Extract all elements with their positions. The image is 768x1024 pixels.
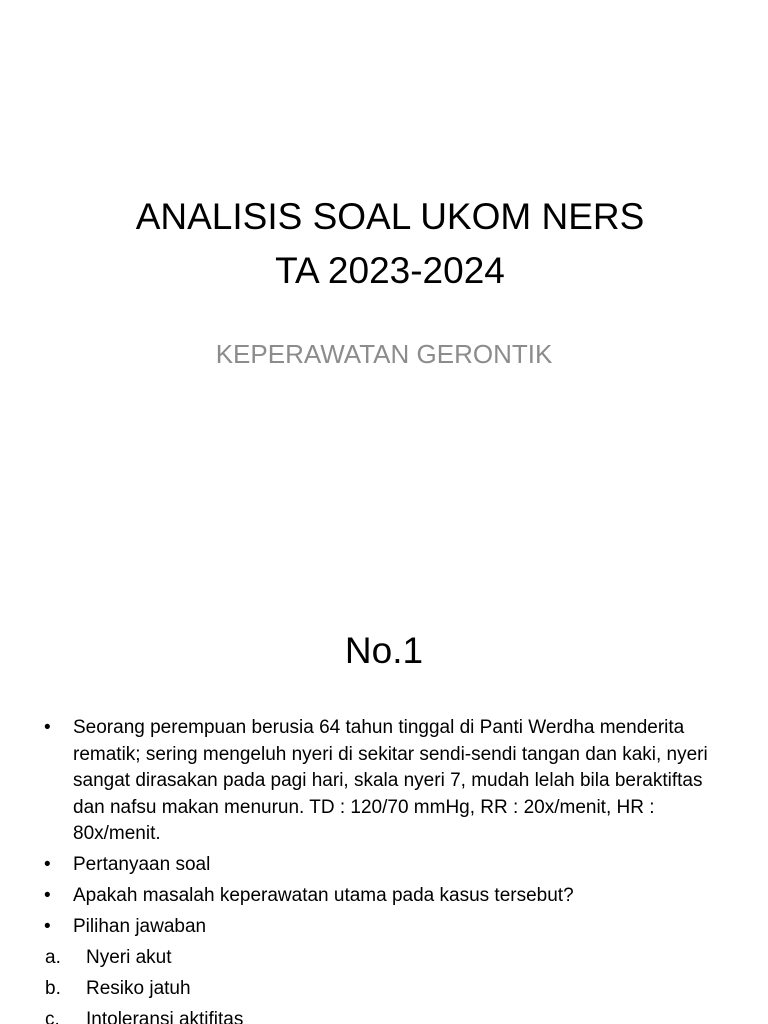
question-slide [0,576,768,1024]
option-text: Intoleransi aktifitas [86,1009,244,1024]
bullet-item-case [44,715,734,848]
option-marker: a. [45,947,61,968]
bullet-icon: • [44,885,51,906]
bullet-item-question-label [44,852,734,879]
slide-title-line-2: TA 2023-2024 [275,250,505,291]
option-text: Nyeri akut [86,947,172,968]
case-text: Seorang perempuan berusia 64 tahun tinggal di Panti Werdha menderita rematik; sering mengeluh nyeri di sekitar sendi-sendi tangan dan kaki, nyeri sangat dirasakan pada pagi hari, skala nyeri 7, mudah lelah bila beraktiftas dan nafsu makan menurun. TD : 120/70 mmHg, RR : 20x/menit, HR : 80x/menit. [73,717,708,844]
slide-title [60,190,720,298]
bullet-icon: • [44,854,51,875]
slide-title-line-1: ANALISIS SOAL UKOM NERS [135,196,645,237]
question-title: No.1 [344,630,424,671]
bullet-item-question [44,883,734,910]
option-marker: c. [45,1009,60,1024]
bullet-icon: • [44,717,51,738]
option-a [44,945,734,972]
bullet-icon: • [44,916,51,937]
option-b [44,976,734,1003]
question-content [44,715,734,1024]
bullet-item-options-label [44,914,734,941]
option-c [44,1007,734,1024]
question-text: Apakah masalah keperawatan utama pada kasus tersebut? [73,885,574,906]
option-text: Resiko jatuh [86,978,191,999]
question-label: Pertanyaan soal [73,854,211,875]
slide-subtitle: KEPERAWATAN GERONTIK [215,339,553,369]
options-label: Pilihan jawaban [73,916,207,937]
option-marker: b. [45,978,61,999]
